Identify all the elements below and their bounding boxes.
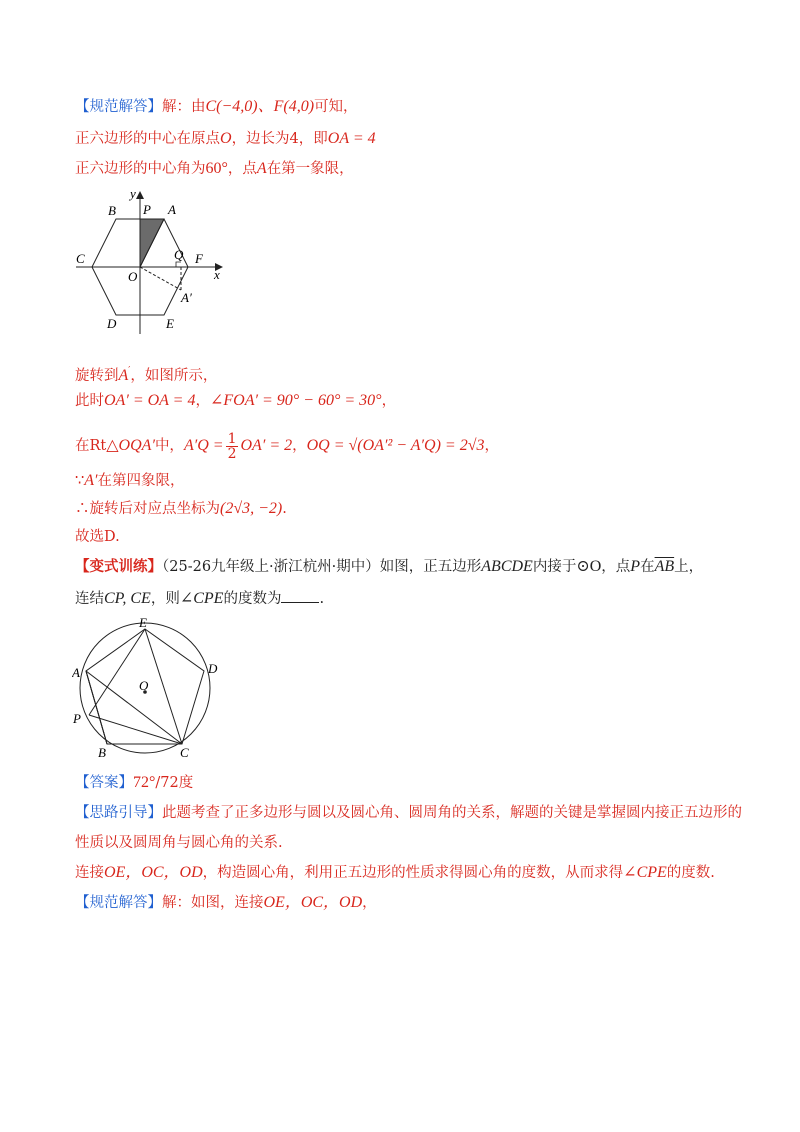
segment-ce <box>145 629 182 744</box>
hint-label: 【思路引导】 <box>75 805 162 821</box>
label-a: A <box>168 202 176 217</box>
segment-oa-prime <box>140 267 181 290</box>
solution-line-1: 【规范解答】解：由C(−4,0)、F(4,0)可知， <box>75 98 358 115</box>
label-d: D <box>107 316 117 331</box>
right-angle-mark <box>176 262 181 267</box>
now-line: 此时OA′ = OA = 4，∠FOA′ = 90° − 60° = 30°， <box>75 392 397 409</box>
answer-label: 【答案】 <box>75 775 133 791</box>
since-line: ∵A′在第四象限， <box>75 472 185 489</box>
label-d: D <box>208 661 218 676</box>
label-e: E <box>139 615 147 630</box>
label-a: A <box>72 665 80 680</box>
variant-line-2: 连结CP, CE，则∠CPE的度数为 . <box>75 590 325 607</box>
variant-line-1: 【变式训练】（25-26九年级上·浙江杭州·期中）如图，正五边形ABCDE内接于⊙O，点P在$\overline{AB}$上， <box>75 558 704 575</box>
hexagon-figure <box>72 186 232 336</box>
label-e: E <box>166 316 174 331</box>
segment-ac <box>86 671 182 744</box>
solution2-label: 【规范解答】 <box>75 895 162 911</box>
fraction-half: $\frac{1}{2}$ <box>227 430 237 462</box>
label-q: Q <box>174 247 184 262</box>
label-f: F <box>195 251 203 266</box>
label-b: B <box>98 745 106 760</box>
label-o: O <box>139 678 149 693</box>
rotation-line: 旋转到A′，如图所示， <box>75 366 218 384</box>
label-a-prime: A′ <box>181 290 192 305</box>
pentagon-figure <box>72 615 232 760</box>
label-b: B <box>108 203 116 218</box>
label-c: C <box>180 745 189 760</box>
label-c: C <box>76 251 85 266</box>
segment-pe <box>89 629 145 715</box>
choose-line: 故选D. <box>75 529 120 545</box>
label-y: y <box>130 186 136 201</box>
hint-line-2: 性质以及圆周角与圆心角的关系. <box>75 835 283 851</box>
solution2-line: 【规范解答】解：如图，连接OE，OC，OD， <box>75 894 377 911</box>
hint-line-3: 连接OE，OC，OD，构造圆心角，利用正五边形的性质求得圆心角的度数，从而求得∠CPE的度数. <box>75 864 715 881</box>
label-p: P <box>143 202 151 217</box>
label-o: O <box>128 269 138 284</box>
variant-label: 【变式训练】 <box>75 558 162 575</box>
right-triangle-line: 在Rt△OQA′中，A′Q = $\frac{1}{2}$ OA′ = 2，OQ = √(OA′² − A′Q) = 2√3， <box>75 430 499 462</box>
solution-label: 【规范解答】 <box>75 99 162 115</box>
label-x: x <box>214 267 220 282</box>
solution-line-2: 正六边形的中心在原点O，边长为4，即OA = 4 <box>75 130 376 147</box>
label-p: P <box>73 711 81 726</box>
solution-line-3: 正六边形的中心角为60°，点A在第一象限， <box>75 160 354 177</box>
hint-line-1: 【思路引导】此题考查了正多边形与圆以及圆心角、圆周角的关系，解题的关键是掌握圆内接正五边形的 <box>75 805 742 821</box>
answer-blank <box>281 588 319 603</box>
answer-line: 【答案】72°/72度 <box>75 774 194 791</box>
so-line: ∴旋转后对应点坐标为(2√3, −2). <box>75 500 287 517</box>
